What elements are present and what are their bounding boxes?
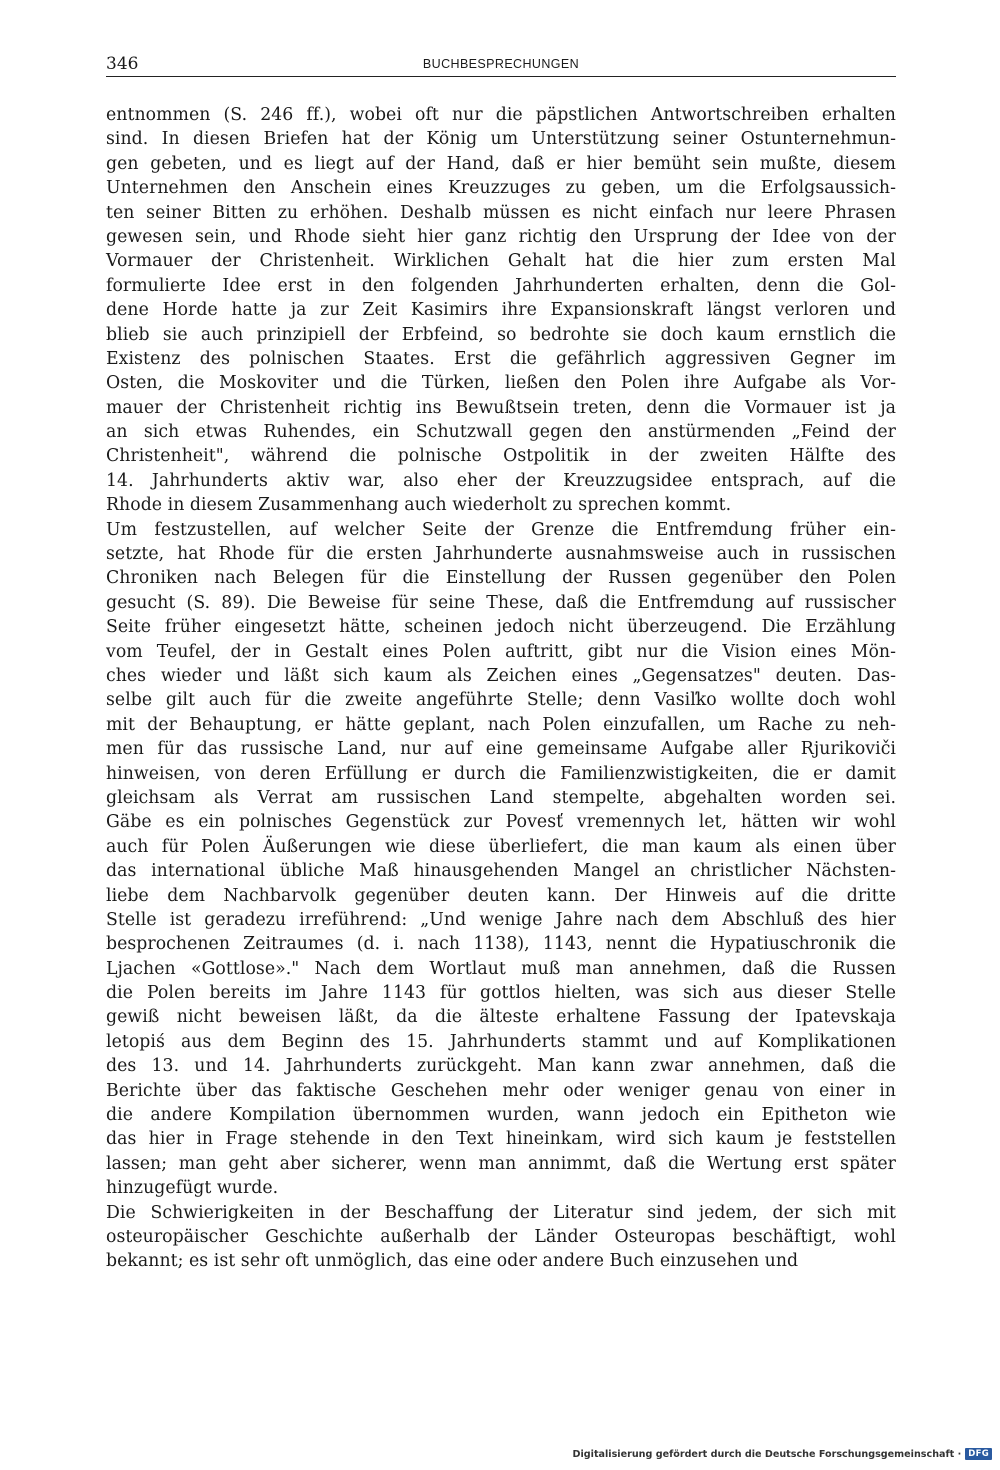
page-number: 346: [106, 54, 139, 74]
text-line: osteuropäischer Geschichte außerhalb der Länder Osteuropas beschäftigt, wohl: [106, 1226, 896, 1247]
text-line: Christenheit", während die polnische Ostpolitik in der zweiten Hälfte des: [106, 446, 896, 467]
text-line: Die Schwierigkeiten in der Beschaffung der Literatur sind jedem, der sich mit: [106, 1202, 896, 1223]
text-line: liebe dem Nachbarvolk gegenüber deuten kann. Der Hinweis auf die dritte: [106, 885, 896, 906]
text-line: Unternehmen den Anschein eines Kreuzzuges zu geben, um die Erfolgsaussich-: [106, 178, 896, 199]
text-line: lassen; man geht aber sicherer, wenn man annimmt, daß die Wertung erst später: [106, 1153, 896, 1174]
running-head: BUCHBESPRECHUNGEN: [422, 57, 580, 71]
text-line: ches wieder und läßt sich kaum als Zeichen eines „Gegensatzes" deuten. Das-: [106, 665, 896, 686]
text-line: Vormauer der Christenheit. Wirklichen Gehalt hat die hier zum ersten Mal: [106, 251, 896, 272]
text-line: gewesen sein, und Rhode sieht hier ganz richtig den Ursprung der Idee von der: [106, 226, 896, 247]
text-line: letopiś aus dem Beginn des 15. Jahrhunderts stammt und auf Komplikationen: [106, 1031, 896, 1052]
text-line: vom Teufel, der in Gestalt eines Polen auftritt, gibt nur die Vision eines Mön-: [106, 641, 896, 662]
text-line: blieb sie auch prinzipiell der Erbfeind, so bedrohte sie doch kaum ernstlich die: [106, 324, 896, 345]
text-line: mauer der Christenheit richtig ins Bewußtsein treten, denn die Vormauer ist ja: [106, 397, 896, 418]
text-line: Existenz des polnischen Staates. Erst die gefährlich aggressiven Gegner im: [106, 348, 896, 369]
text-line: das international übliche Maß hinausgehenden Mangel an christlicher Nächsten-: [106, 861, 896, 882]
dfg-logo: DFG: [965, 1448, 992, 1460]
text-line: gen gebeten, und es liegt auf der Hand, daß er hier bemüht sein mußte, diesem: [106, 153, 896, 174]
text-line: selbe gilt auch für die zweite angeführte Stelle; denn Vasiľko wollte doch wohl: [106, 690, 896, 711]
text-line: bekannt; es ist sehr oft unmöglich, das eine oder andere Buch einzusehen und: [106, 1251, 799, 1272]
text-line: Seite früher eingesetzt hätte, scheinen jedoch nicht überzeugend. Die Erzählung: [106, 617, 896, 638]
footer: [573, 1446, 992, 1462]
text-line: formulierte Idee erst in den folgenden Jahrhunderten erhalten, denn die Gol-: [106, 275, 896, 296]
text-line: entnommen (S. 246 ff.), wobei oft nur die päpstlichen Antwortschreiben erhalten: [106, 105, 896, 125]
text-line: an sich etwas Ruhendes, ein Schutzwall gegen den anstürmenden „Feind der: [106, 422, 896, 443]
text-line: Ljachen «Gottlose»." Nach dem Wortlaut muß man annehmen, daß die Russen: [106, 958, 896, 979]
text-line: hinzugefügt wurde.: [106, 1178, 279, 1199]
text-line: 14. Jahrhunderts aktiv war, also eher der Kreuzzugsidee entsprach, auf die: [106, 470, 896, 491]
text-line: Berichte über das faktische Geschehen mehr oder weniger genau von einer in: [106, 1080, 896, 1101]
text-line: Stelle ist geradezu irreführend: „Und wenige Jahre nach dem Abschluß des hier: [106, 909, 896, 930]
text-line: die andere Kompilation übernommen wurden, wann jedoch ein Epitheton wie: [106, 1105, 896, 1126]
text-line: hinweisen, von deren Erfüllung er durch die Familienzwistigkeiten, die er damit: [106, 763, 896, 784]
text-line: besprochenen Zeitraumes (d. i. nach 1138), 1143, nennt die Hypatiuschronik die: [106, 934, 896, 955]
text-line: Gäbe es ein polnisches Gegenstück zur Povesť vremennych let, hätten wir wohl: [106, 812, 896, 833]
text-line: auch für Polen Äußerungen wie diese überliefert, die man kaum als einen über: [106, 836, 896, 857]
text-line: das hier in Frage stehende in den Text hineinkam, wird sich kaum je feststellen: [106, 1129, 896, 1150]
text-line: Rhode in diesem Zusammenhang auch wiederholt zu sprechen kommt.: [106, 495, 732, 516]
text-line: Um festzustellen, auf welcher Seite der Grenze die Entfremdung früher ein-: [106, 519, 896, 540]
text-line: setzte, hat Rhode für die ersten Jahrhunderte ausnahmsweise auch in russischen: [106, 544, 896, 565]
text-line: Osten, die Moskoviter und die Türken, ließen den Polen ihre Aufgabe als Vor-: [106, 373, 896, 394]
text-line: men für das russische Land, nur auf eine gemeinsame Aufgabe aller Rjurikoviči: [106, 739, 896, 760]
text-line: dene Horde hatte ja zur Zeit Kasimirs ihre Expansionskraft längst verloren und: [106, 300, 896, 321]
text-line: des 13. und 14. Jahrhunderts zurückgeht. Man kann zwar annehmen, daß die: [106, 1056, 896, 1077]
text-line: sind. In diesen Briefen hat der König um Unterstützung seiner Ostunternehmun-: [106, 129, 896, 150]
text-line: gesucht (S. 89). Die Beweise für seine These, daß die Entfremdung auf russischer: [106, 592, 896, 613]
text-line: gleichsam als Verrat am russischen Land stempelte, abgehalten worden sei.: [106, 787, 896, 808]
text-line: die Polen bereits im Jahre 1143 für gottlos hielten, was sich aus dieser Stelle: [106, 983, 896, 1004]
text-line: gewiß nicht beweisen läßt, da die älteste erhaltene Fassung der Ipatevskaja: [106, 1007, 896, 1028]
text-line: mit der Behauptung, er hätte geplant, nach Polen einzufallen, um Rache zu neh-: [106, 714, 896, 735]
text-line: Chroniken nach Belegen für die Einstellung der Russen gegenüber den Polen: [106, 568, 896, 589]
page-header: [106, 54, 896, 77]
footer-credit: Digitalisierung gefördert durch die Deutsche Forschungsgemeinschaft ·: [572, 1448, 962, 1460]
text-line: ten seiner Bitten zu erhöhen. Deshalb müssen es nicht einfach nur leere Phrasen: [106, 202, 896, 223]
body-text: [106, 103, 896, 1274]
